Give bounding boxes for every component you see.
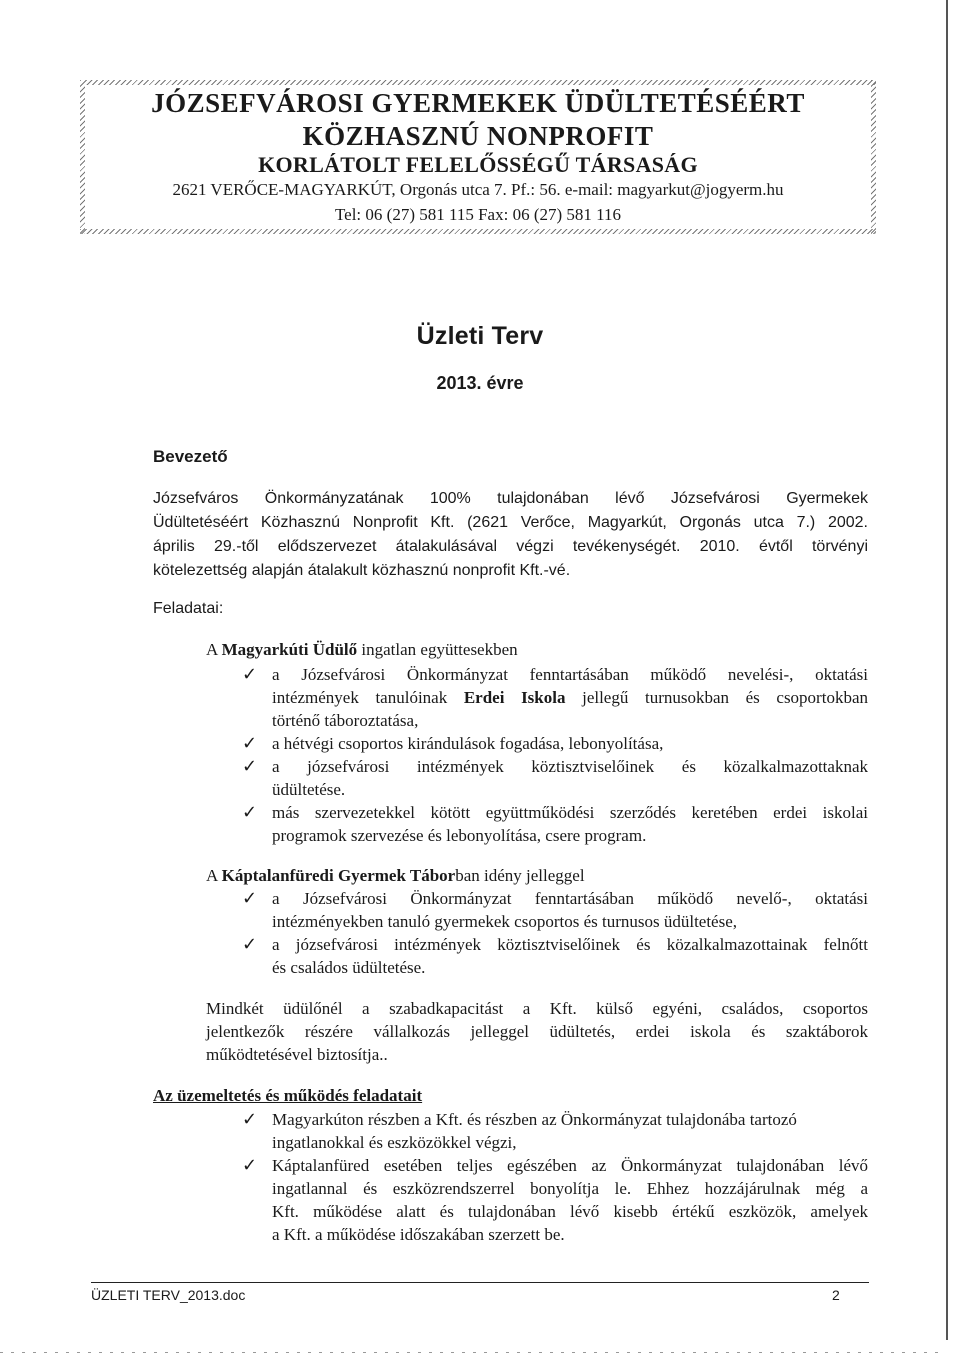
operation-bullet-1-line-1: Magyarkúton részben a Kft. és részben az Önkormányzat tulajdonába tartozó: [272, 1110, 797, 1129]
check-icon: ✓: [242, 802, 258, 823]
letterhead-org-name-2: KÖZHASZNÚ NONPROFIT: [302, 121, 654, 151]
intro-line: Józsefváros Önkormányzatának 100% tulajdonában lévő Józsefvárosi Gyermekek: [153, 490, 868, 507]
footer-filename: ÜZLETI TERV_2013.doc: [91, 1287, 246, 1303]
intro-heading: Bevezető: [153, 447, 228, 466]
letterhead-org-name-1: JÓZSEFVÁROSI GYERMEKEK ÜDÜLTETÉSÉÉRT: [151, 88, 805, 118]
magyarkut-bullet-1-line-2: intézmények tanulóinak Erdei Iskola jellegű turnusokban és csoportokban: [272, 688, 868, 707]
check-icon: ✓: [242, 733, 258, 754]
capacity-line-2: jelentkezők részére vállalkozás jelleggel üdültetés, erdei iskola és szaktáborok: [206, 1022, 868, 1041]
check-icon: ✓: [242, 756, 258, 777]
magyarkut-bullet-3-line-2: üdültetése.: [272, 780, 346, 799]
capacity-line-1: Mindkét üdülőnél a szabadkapacitást a Kft. külső egyéni, családos, csoportos: [206, 999, 868, 1018]
check-icon: ✓: [242, 1109, 258, 1130]
footer-page-number: 2: [832, 1287, 840, 1303]
operation-bullet-2-line-4: a Kft. a működése időszakában szerzett be.: [272, 1225, 565, 1244]
magyarkut-bullet-3-line-1: a józsefvárosi intézmények köztisztviselőinek és közalkalmazottaknak: [272, 757, 868, 776]
magyarkut-bullet-2: a hétvégi csoportos kirándulások fogadása, lebonyolítása,: [272, 734, 664, 753]
kaptalanfured-intro: A Káptalanfüredi Gyermek Táborban idény jelleggel: [206, 866, 585, 885]
kaptalanfured-bullet-1-line-1: a Józsefvárosi Önkormányzat fenntartásában működő nevelő-, oktatási: [272, 889, 868, 908]
tasks-label: Feladatai:: [153, 600, 224, 617]
letterhead-phone-fax: Tel: 06 (27) 581 115 Fax: 06 (27) 581 116: [334, 205, 622, 224]
intro-line: Üdültetéséért Közhasznú Nonprofit Kft. (2621 Verőce, Magyarkút, Orgonás utca 7.) 2002.: [153, 514, 868, 531]
check-icon: ✓: [242, 888, 258, 909]
footer-divider: [91, 1282, 869, 1283]
letterhead-border-right: [871, 80, 876, 234]
letterhead-address: 2621 VERŐCE-MAGYARKÚT, Orgonás utca 7. Pf.: 56. e-mail: magyarkut@jogyerm.hu: [172, 180, 784, 199]
magyarkut-intro: A Magyarkúti Üdülő ingatlan együttesekben: [206, 640, 518, 659]
magyarkut-bullet-4-line-2: programok szervezése és lebonyolítása, csere program.: [272, 826, 647, 845]
check-icon: ✓: [242, 1155, 258, 1176]
intro-line: április 29.-től elődszervezet átalakulásával végzi tevékenységét. 2010. évtől törvényi: [153, 538, 868, 555]
operation-bullet-1-line-2: ingatlanokkal és eszközökkel végzi,: [272, 1133, 517, 1152]
document-year: 2013. évre: [436, 373, 524, 393]
letterhead-border-left: [80, 80, 85, 234]
capacity-line-3: működtetésével biztosítja..: [206, 1045, 388, 1064]
letterhead-org-name-3: KORLÁTOLT FELELŐSSÉGŰ TÁRSASÁG: [258, 152, 698, 177]
kaptalanfured-bullet-2-line-2: és családos üdültetése.: [272, 958, 426, 977]
document-title: Üzleti Terv: [416, 322, 544, 350]
kaptalanfured-bullet-2-line-1: a józsefvárosi intézmények köztisztviselőinek és közalkalmazottainak felnőtt: [272, 935, 868, 954]
intro-line: kötelezettség alapján átalakult közhasznú nonprofit Kft.-vé.: [153, 562, 571, 579]
kaptalanfured-bullet-1-line-2: intézményekben tanuló gyermekek csoportos és turnusos üdültetése,: [272, 912, 738, 931]
check-icon: ✓: [242, 664, 258, 685]
letterhead-border-top: [80, 80, 876, 85]
letterhead-border-bottom: [80, 229, 876, 234]
operation-bullet-2-line-1: Káptalanfüred esetében teljes egészében az Önkormányzat tulajdonában lévő: [272, 1156, 868, 1175]
operation-bullet-2-line-2: ingatlannal és eszközrendszerrel bonyolítja le. Ehhez hozzájárulnak még a: [272, 1179, 868, 1198]
page-edge-line: [946, 0, 948, 1340]
check-icon: ✓: [242, 934, 258, 955]
magyarkut-bullet-1-line-1: a Józsefvárosi Önkormányzat fenntartásában működő nevelési-, oktatási: [272, 665, 868, 684]
magyarkut-bullet-4-line-1: más szervezetekkel kötött együttműködési szerződés keretében erdei iskolai: [272, 803, 868, 822]
operation-heading: Az üzemeltetés és működés feladatait: [153, 1086, 423, 1105]
scan-edge-noise: [0, 1352, 940, 1353]
magyarkut-bullet-1-line-3: történő táboroztatása,: [272, 711, 419, 730]
operation-bullet-2-line-3: Kft. működése alatt és tulajdonában lévő kisebb értékű eszközök, amelyek: [272, 1202, 868, 1221]
